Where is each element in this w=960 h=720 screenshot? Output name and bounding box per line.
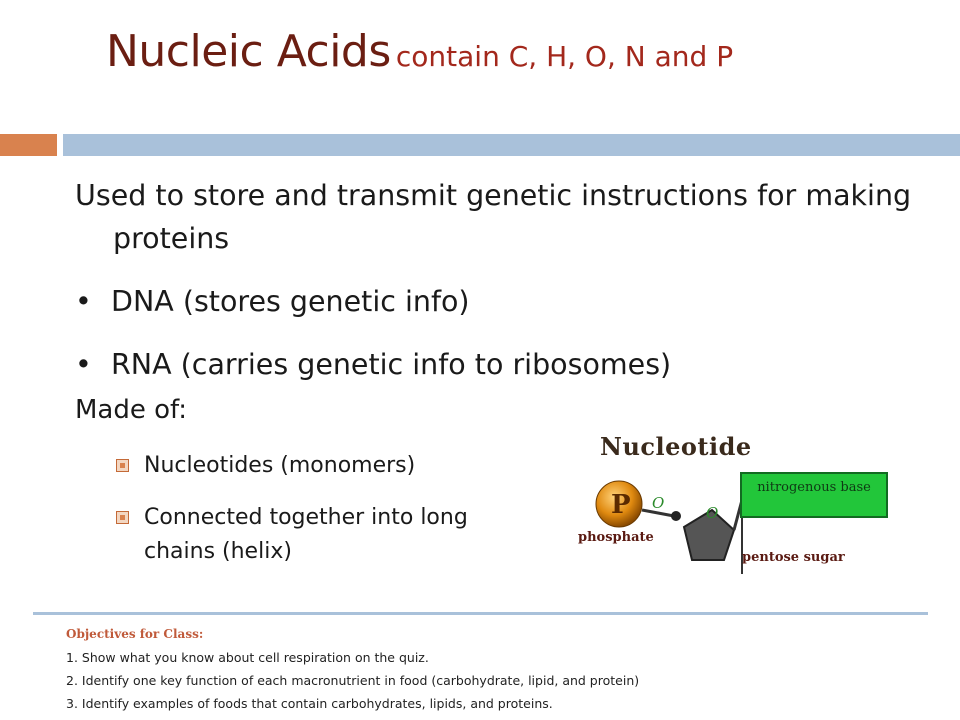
made-of-item [117,449,497,483]
phosphate-symbol: P [611,490,631,520]
footer-divider [33,612,928,615]
bullet-dna [75,284,470,320]
bullet-dot: • [75,348,92,381]
bullet-text: DNA (stores genetic info) [111,285,470,318]
bullet-dot: • [75,285,92,318]
made-of-label: Made of: [75,395,188,425]
accent-bar-orange [0,134,57,156]
sugar-label: pentose sugar [742,550,845,565]
objective-item: 1. Show what you know about cell respiration on the quiz. [66,650,429,665]
title-main: Nucleic Acids [106,26,391,77]
objective-item: 3. Identify examples of foods that contain carbohydrates, lipids, and proteins. [66,696,553,711]
carbon-dot [671,511,681,521]
bullet-text: RNA (carries genetic info to ribosomes) [111,348,672,381]
title-subtitle: contain C, H, O, N and P [395,40,734,73]
slide-title [106,26,733,77]
nitrogenous-base-box: nitrogenous base [740,472,888,518]
oxygen-symbol: O [652,494,665,512]
bullet-rna [75,347,671,383]
made-of-item-text: Connected together into long chains (helix) [144,505,468,564]
diagram-title: Nucleotide [600,432,752,461]
nucleotide-diagram [574,432,894,582]
accent-bar-blue [63,134,960,156]
square-bullet-icon [117,512,128,523]
square-bullet-icon [117,460,128,471]
made-of-item [117,501,497,569]
oxygen-symbol-ring: O [706,504,719,522]
objectives-title: Objectives for Class: [66,627,204,641]
intro-text: Used to store and transmit genetic instructions for making proteins [75,179,912,255]
made-of-item-text: Nucleotides (monomers) [144,453,416,478]
phosphate-label: phosphate [578,530,654,545]
objective-item: 2. Identify one key function of each macronutrient in food (carbohydrate, lipid, and protein) [66,673,640,688]
